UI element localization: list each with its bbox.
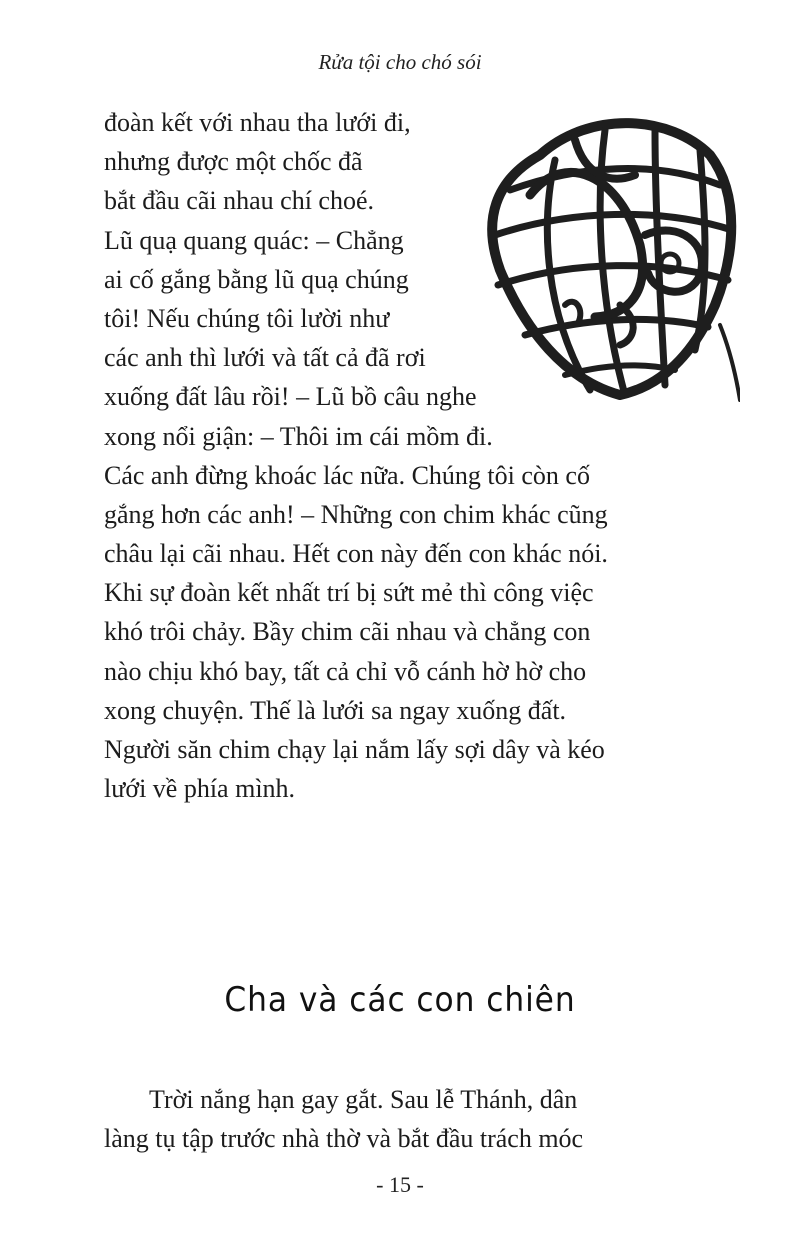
section-paragraph (104, 1080, 704, 1158)
text-line: xuống đất lâu rồi! – Lũ bồ câu nghe (104, 382, 477, 412)
text-line: làng tụ tập trước nhà thờ và bắt đầu trách móc (104, 1124, 584, 1154)
text-line: Khi sự đoàn kết nhất trí bị sứt mẻ thì công việc (104, 578, 594, 608)
text-line: gắng hơn các anh! – Những con chim khác cũng (104, 499, 608, 529)
text-line: nào chịu khó bay, tất cả chỉ vỗ cánh hờ hờ cho (104, 656, 587, 686)
section-title: Cha và các con chiên (224, 980, 576, 1020)
text-line: tôi! Nếu chúng tôi lười như (104, 303, 390, 333)
text-line: Trời nắng hạn gay gắt. Sau lễ Thánh, dân (149, 1085, 578, 1114)
text-line: lưới về phía mình. (104, 774, 296, 804)
text-line: đoàn kết với nhau tha lưới đi, (104, 108, 411, 137)
bird-net-icon (470, 95, 740, 415)
page-number: - 15 - (376, 1172, 424, 1197)
text-line: nhưng được một chốc đã (104, 147, 363, 177)
text-line: các anh thì lưới và tất cả đã rơi (104, 343, 426, 373)
text-line: Người săn chim chạy lại nắm lấy sợi dây và kéo (104, 735, 605, 764)
text-line: Các anh đừng khoác lác nữa. Chúng tôi còn cố (104, 460, 590, 490)
text-line: xong chuyện. Thế là lưới sa ngay xuống đất. (104, 695, 567, 725)
text-line: châu lại cãi nhau. Hết con này đến con khác nói. (104, 539, 608, 569)
text-line: Lũ quạ quang quác: – Chẳng (104, 225, 404, 255)
text-line: bắt đầu cãi nhau chí choé. (104, 186, 374, 216)
running-header: Rửa tội cho chó sói (318, 50, 482, 74)
text-line: ai cố gắng bằng lũ quạ chúng (104, 264, 409, 294)
text-line: xong nổi giận: – Thôi im cái mồm đi. (104, 421, 493, 451)
text-line: khó trôi chảy. Bầy chim cãi nhau và chẳng con (104, 617, 591, 647)
